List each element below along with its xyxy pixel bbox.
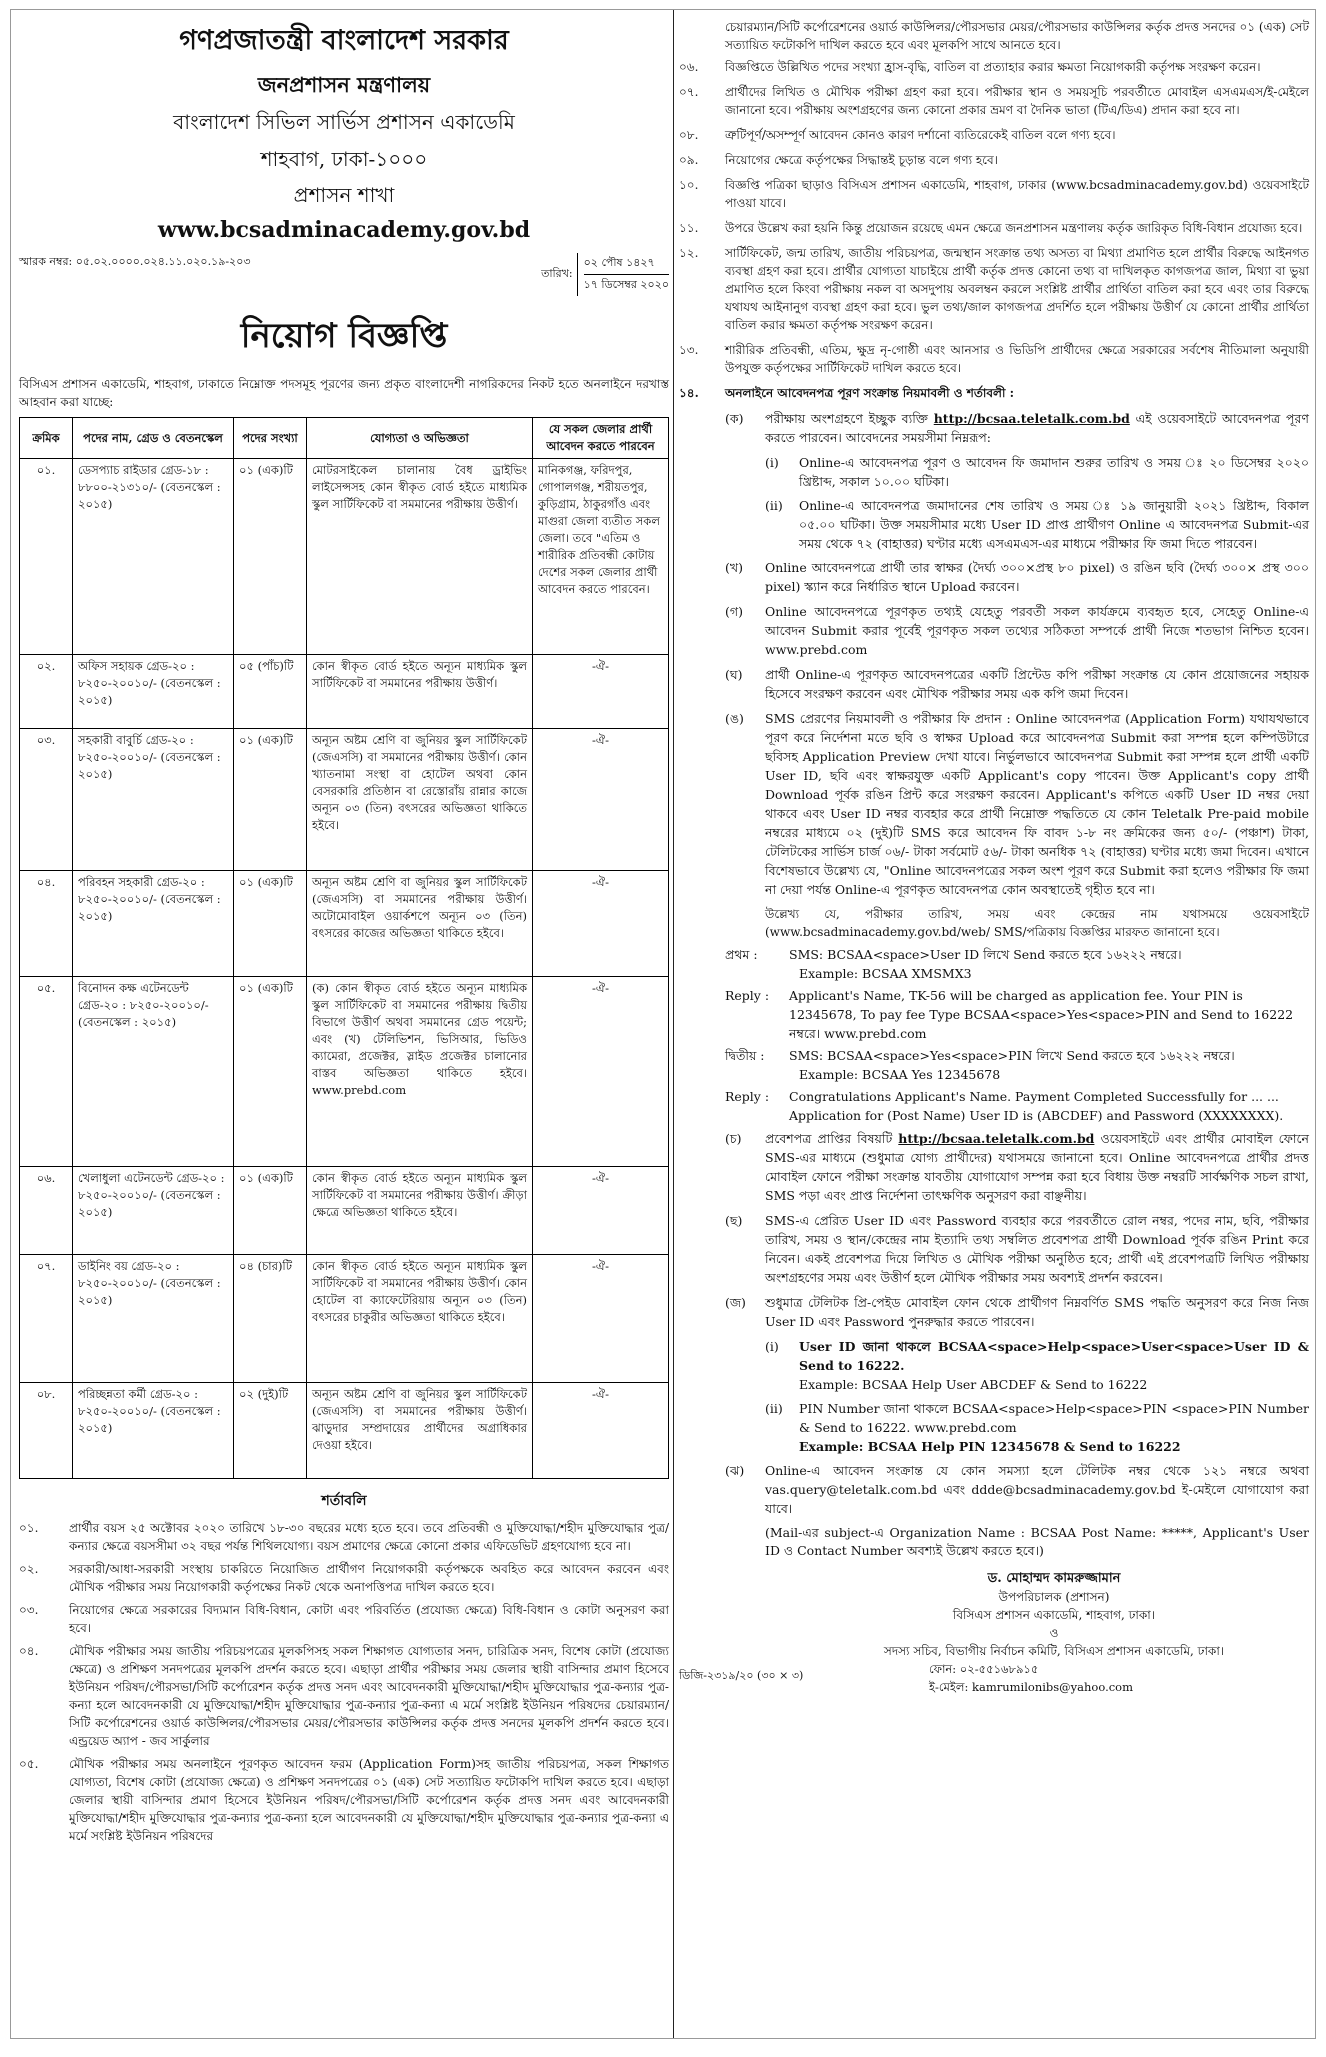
contact-email[interactable]: ই-মেইল: kamrumilonibs@yahoo.com (929, 1680, 1133, 1694)
condition-item (679, 83, 1309, 119)
sms-command: SMS: BCSAA<space>User ID লিখে Send করতে হবে ১৬২২২ নম্বরে। (789, 947, 1182, 962)
condition-text: ত্রুটিপূর্ণ/অসম্পূর্ণ আবেদন কোনও কারণ দর্শানো ব্যতিরেকেই বাতিল বলে গণ্য হবে। (725, 128, 1116, 142)
date-box (541, 253, 669, 296)
row-qualification: (ক) কোন স্বীকৃত বোর্ড হইতে অন্যূন মাধ্যমিক স্কুল সার্টিফিকেট বা সমমানের পরীক্ষায় দ্বিতীয় বিভাগে উত্তীর্ণ অথবা সমমানের গ্রেড পয়েন্ট; এবং (খ) টেলিভিশন, ভিসিআর, ভিডিও ক্যামেরা, প্রজেক্টর, স্লাইড প্রজেক্টর চালানোর বাস্তব অভিজ্ঞতা থাকিতে হইবে। www.prebd.com (307, 977, 533, 1167)
condition-item (679, 384, 1309, 402)
condition-item (19, 1519, 669, 1555)
rule-text: প্রার্থী Online-এ পূরণকৃত আবেদনপত্রের একটি প্রিন্টেড কপি পরীক্ষা সংক্রান্ত যে কোন প্রয়োজনের সহায়ক হিসেবে সংরক্ষণ করবেন এবং মৌখিক পরীক্ষার সময় এক কপি জমা দিবেন। (765, 667, 1309, 701)
rule-label: (চ) (725, 1131, 742, 1146)
condition-number: ১৩. (679, 343, 699, 357)
sms-text (789, 1046, 1309, 1084)
row-serial: ০২. (20, 655, 73, 729)
header-post-name: পদের নাম, গ্রেড ও বেতনস্কেল (73, 418, 234, 459)
rule-cha (725, 1129, 1309, 1205)
right-column (679, 16, 1309, 1696)
condition-item (679, 176, 1309, 212)
row-qualification: মোটরসাইকেল চালানায় বৈধ ড্রাইভিং লাইসেন্সসহ কোন স্বীকৃত বোর্ড হইতে মাধ্যমিক স্কুল সার্টিফিকেট বা সমমানের পরীক্ষায় উত্তীর্ণ। (307, 459, 533, 655)
conditions-list (19, 1519, 669, 1845)
row-post-name: পরিচ্ছন্নতা কর্মী গ্রেড-২০ : ৮২৫০-২০০১০/- (বেতনস্কেল : ২০১৫) (73, 1383, 234, 1479)
address: শাহবাগ, ঢাকা-১০০০ (260, 147, 428, 171)
mail-note: (Mail-এর subject-এ Organization Name : BCSAA Post Name: *****, Applicant's User ID ও Contact Number অবশ্যই উল্লেখ করতে হবে।) (765, 1525, 1309, 1558)
contact-block (929, 1660, 1309, 1696)
rule-label: (খ) (725, 560, 743, 575)
signatory-org: বিসিএস প্রশাসন একাডেমি, শাহবাগ, ঢাকা। (952, 1608, 1156, 1622)
rule-gha (725, 665, 1309, 703)
row-qualification: অন্যূন অষ্টম শ্রেণি বা জুনিয়র স্কুল সার্টিফিকেট (জেএসসি) বা সমমানের পরীক্ষায় উত্তীর্ণ। অটোমোবাইল ওয়ার্কশপে অন্যূন ০৩ (তিন) বৎসরের কাজের অভিজ্ঞতা থাকিতে হইবে। (307, 871, 533, 977)
rule-text: Online-এ আবেদনপত্র জমাদানের শেষ তারিখ ও সময় ঃ ১৯ জানুয়ারী ২০২১ খ্রিষ্টাব্দ, বিকাল ০৫.০০ ঘটিকা। উক্ত সময়সীমার মধ্যে User ID প্রাপ্ত প্রার্থীগণ Online এ আবেদনপত্র Submit-এর সময় থেকে ৭২ (বাহাত্তর) ঘণ্টার মধ্যে এসএমএস-এর মাধ্যমে পরীক্ষার ফি জমা দিতে পারবেন। (799, 498, 1309, 551)
rule-label: (ঝ) (725, 1463, 745, 1478)
rule-ka-ii (765, 496, 1309, 553)
row-post-name: পরিবহন সহকারী গ্রেড-২০ : ৮২৫০-২০০১০/- (বেতনস্কেল : ২০১৫) (73, 871, 234, 977)
condition-number: ০৪. (19, 1644, 39, 1658)
rule-text-pre: পরীক্ষায় অংশগ্রহণে ইচ্ছুক ব্যক্তি (765, 411, 928, 426)
condition-item (19, 1755, 669, 1845)
condition-number: ০৯. (679, 153, 699, 167)
rule-label: (i) (765, 1339, 779, 1354)
condition-item (679, 58, 1309, 76)
signatory-title: উপপরিচালক (প্রশাসন) (998, 1590, 1110, 1604)
row-post-name: অফিস সহায়ক গ্রেড-২০ : ৮২৫০-২০০১০/- (বেতনস্কেল : ২০১৫) (73, 655, 234, 729)
condition-text: উপরে উল্লেখ করা হয়নি কিন্তু প্রয়োজন রয়েছে এমন ক্ষেত্রে জনপ্রশাসন মন্ত্রণালয় কর্তৃক জারিকৃত বিধি-বিধান প্রযোজ্য হবে। (725, 221, 1303, 235)
row-serial: ০৮. (20, 1383, 73, 1479)
rule-text-post: ওয়েবসাইটে এবং প্রার্থীর মোবাইল ফোনে SMS-এর মাধ্যমে (শুধুমাত্র যোগ্য প্রার্থীদের) যথাসময়ে জানানো হবে। Online আবেদনপত্রে প্রার্থীর প্রদত্ত মোবাইল ফোনে পরীক্ষা সংক্রান্ত যাবতীয় যোগাযোগ সম্পন্ন করা হবে বিধায় উক্ত নম্বরটি সার্বক্ষণিক সচল রাখা, SMS পড়া এবং প্রাপ্ত নির্দেশনা তাৎক্ষণিক অনুসরণ করা বাঞ্ছনীয়। (765, 1131, 1309, 1203)
condition-item (19, 1560, 669, 1596)
exam-info-note: উল্লেখ্য যে, পরীক্ষার তারিখ, সময় এবং কেন্দ্রের নাম যথাসময়ে ওয়েবসাইটে (www.bcsadminacademy.gov.bd/web/ SMS/পত্রিকায় বিজ্ঞপ্তির মারফত জানানো হবে। (765, 907, 1309, 939)
notice-title: নিয়োগ বিজ্ঞপ্তি (240, 316, 448, 356)
condition-item (19, 1601, 669, 1637)
condition-number: ০৬. (679, 60, 699, 74)
header-districts: যে সকল জেলার প্রার্থী আবেদন করতে পারবেন (533, 418, 669, 459)
rule-text: Online আবেদনপত্রে প্রার্থী তার স্বাক্ষর (দৈর্ঘ্য ৩০০×প্রস্থ ৮০ pixel) ও রঙিন ছবি (দৈর্ঘ্য ৩০০× প্রস্থ ৩০০ pixel) স্ক্যান করে নির্ধারিত স্থানে Upload করবেন। (765, 560, 1309, 594)
condition-item (679, 126, 1309, 144)
row-post-count: ০১ (এক)টি (234, 729, 307, 871)
dg-number: ডিজি-২৩১৯/২০ (৩০ × ৩) (679, 1669, 804, 1682)
condition-number: ০১. (19, 1521, 39, 1535)
condition-number: ০৭. (679, 85, 699, 99)
condition-text: প্রার্থীর বয়স ২৫ অক্টোবর ২০২০ তারিখে ১৮-৩০ বছরের মধ্যে হতে হবে। তবে প্রতিবন্ধী ও মুক্তিযোদ্ধা/শহীদ মুক্তিযোদ্ধার পুত্র/ কন্যার ক্ষেত্রে বয়সসীমা ৩২ বছর পর্যন্ত শিথিলযোগ্য। বয়স প্রমাণের ক্ষেত্রে কোনো প্রকার এফিডেভিট গ্রহণযোগ্য হবে না। (69, 1521, 669, 1553)
condition-continuation: চেয়ারম্যান/সিটি কর্পোরেশনের ওয়ার্ড কাউন্সিলর/পৌরসভার মেয়র/পৌরসভার কাউন্সিলর কর্তৃক প্রদত্ত সনদের ০১ (এক) সেট সত্যায়িত ফটোকপি দাখিল করতে হবে এবং মূলকপি সাথে আনতে হবে। (725, 20, 1309, 52)
condition-text: নিয়োগের ক্ষেত্রে কর্তৃপক্ষের সিদ্ধান্তই চূড়ান্ত বলে গণ্য হবে। (725, 153, 998, 167)
row-qualification: কোন স্বীকৃত বোর্ড হইতে অন্যূন মাধ্যমিক স্কুল সার্টিফিকেট বা সমমানের পরীক্ষায় উত্তীর্ণ। কোন হোটেল বা ক্যাফেটেরিয়ায় অন্যূন ০৩ (তিন) বৎসরের চাকুরীর অভিজ্ঞতা থাকিতে হইবে। (307, 1255, 533, 1383)
sms-label: Reply : (725, 988, 770, 1003)
academy-name: বাংলাদেশ সিভিল সার্ভিস প্রশাসন একাডেমি (173, 110, 515, 134)
rule-label: (গ) (725, 604, 743, 619)
condition-number: ০৮. (679, 128, 699, 142)
memo-number: স্মারক নম্বর: ০৫.০২.০০০০.০২৪.১১.০২০.১৯-২০৩ (19, 255, 251, 268)
rule-label: (ক) (725, 411, 744, 426)
sms-label: দ্বিতীয় : (725, 1048, 765, 1063)
row-post-count: ০১ (এক)টি (234, 871, 307, 977)
row-qualification: কোন স্বীকৃত বোর্ড হইতে অন্যূন মাধ্যমিক স্কুল সার্টিফিকেট বা সমমানের পরীক্ষায় উত্তীর্ণ। ক্রীড়া ক্ষেত্রে অভিজ্ঞতা থাকিতে হইবে। (307, 1167, 533, 1255)
rule-text (799, 1399, 1309, 1456)
table-row (20, 1383, 669, 1479)
rule-text-pre: প্রবেশপত্র প্রাপ্তির বিষয়টি (765, 1131, 893, 1146)
rule-text (765, 409, 1309, 447)
table-row (20, 1167, 669, 1255)
rule-label: (ii) (765, 1401, 783, 1416)
row-qualification: কোন স্বীকৃত বোর্ড হইতে অন্যূন মাধ্যমিক স্কুল সার্টিফিকেট বা সমমানের পরীক্ষায় উত্তীর্ণ। (307, 655, 533, 729)
govt-name: গণপ্রজাতন্ত্রী বাংলাদেশ সরকার (179, 25, 509, 56)
rule-label: (জ) (725, 1295, 746, 1310)
left-column (19, 16, 669, 1850)
row-districts: -ঐ- (533, 977, 669, 1167)
row-districts: -ঐ- (533, 655, 669, 729)
condition-text: সরকারী/আধা-সরকারী সংস্থায় চাকরিতে নিয়োজিত প্রার্থীগণ নিয়োগকারী কর্তৃপক্ষকে অবহিত করে আবেদন করবেন এবং মৌখিক পরীক্ষার সময় নিয়োগকারী কর্তৃপক্ষের নিকট থেকে অনাপত্তিপত্র দাখিল করতে হবে। (69, 1562, 669, 1594)
rule-label: (ii) (765, 498, 783, 513)
recovery-command: PIN Number জানা থাকলে BCSAA<space>Help<space>PIN <space>PIN Number & Send to 16222. www.prebd.com (799, 1401, 1309, 1435)
condition-text: শারীরিক প্রতিবন্ধী, এতিম, ক্ষুদ্র নৃ-গোষ্ঠী এবং আনসার ও ভিডিপি প্রার্থীদের ক্ষেত্রে সরকারের সর্বশেষ নীতিমালা অনুযায়ী উপযুক্ত কর্তৃপক্ষের সার্টিফিকেট দাখিল করতে হবে। (725, 343, 1309, 375)
row-post-count: ০৪ (চার)টি (234, 1255, 307, 1383)
row-post-name: বিনোদন কক্ষ এটেনডেন্ট গ্রেড-২০ : ৮২৫০-২০০১০/- (বেতনস্কেল : ২০১৫) (73, 977, 234, 1167)
rule-ka-i (765, 453, 1309, 491)
row-serial: ০৬. (20, 1167, 73, 1255)
teletalk-link[interactable]: http://bcsaa.teletalk.com.bd (898, 1131, 1095, 1146)
condition-number: ১২. (679, 246, 699, 260)
rule-text: SMS-এ প্রেরিত User ID এবং Password ব্যবহার করে পরবর্তীতে রোল নম্বর, পদের নাম, ছবি, পরীক্ষার তারিখ, সময় ও স্থান/কেন্দ্রের নাম ইত্যাদি তথ্য সম্বলিত প্রবেশপত্র প্রার্থী Download পূর্বক রঙিন Print করে নিবেন। একই প্রবেশপত্র দিয়ে লিখিত ও মৌখিক পরীক্ষা অনুষ্ঠিত হবে; প্রার্থী এই প্রবেশপত্রটি লিখিত পরীক্ষায় অংশগ্রহণের সময় এবং উত্তীর্ণ হলে মৌখিক পরীক্ষার সময় অবশ্যই প্রদর্শন করবেন। (765, 1213, 1309, 1285)
contact-phone: ফোন: ০২-৫৫১৬৮৯১৫ (929, 1662, 1039, 1676)
condition-text: প্রার্থীদের লিখিত ও মৌখিক পরীক্ষা গ্রহণ করা হবে। পরীক্ষার স্থান ও সময়সূচি পরবর্তীতে মোবাইল এসএমএস/ই-মেইলে জানানো হবে। পরীক্ষায় অংশগ্রহণের জন্য কোনো প্রকার ভ্রমণ বা দৈনিক ভাতা (টিএ/ডিএ) প্রদান করা হবে না। (725, 85, 1309, 117)
sms-step (725, 986, 1309, 1043)
row-post-name: ডাইনিং বয় গ্রেড-২০ : ৮২৫০-২০০১০/- (বেতনস্কেল : ২০১৫) (73, 1255, 234, 1383)
condition-number: ০৫. (19, 1757, 39, 1771)
date-english: ১৭ ডিসেম্বর ২০২০ (583, 278, 669, 291)
teletalk-link[interactable]: http://bcsaa.teletalk.com.bd (933, 411, 1130, 426)
sms-command: SMS: BCSAA<space>Yes<space>PIN লিখে Send করতে হবে ১৬২২২ নম্বরে। (789, 1048, 1235, 1063)
condition-item (679, 219, 1309, 237)
row-serial: ০১. (20, 459, 73, 655)
condition-number: ০২. (19, 1562, 39, 1576)
row-districts: মানিকগঞ্জ, ফরিদপুর, গোপালগঞ্জ, শরীয়তপুর, কুড়িগ্রাম, ঠাকুরগাঁও এবং মাগুরা জেলা ব্যতীত সকল জেলা। তবে "এতিম ও শারীরিক প্রতিবন্ধী কোটায় দেশের সকল জেলার প্রার্থী আবেদন করতে পারবেন। (533, 459, 669, 655)
condition-text: মৌখিক পরীক্ষার সময় জাতীয় পরিচয়পত্রের মূলকপিসহ সকল শিক্ষাগত যোগ্যতার সনদ, চারিত্রিক সনদ, বিশেষ কোটা (প্রযোজ্য ক্ষেত্রে) ও প্রশিক্ষণ সনদপত্রের মূলকপি প্রদর্শন করতে হবে। এছাড়া প্রার্থীর পরীক্ষার সময় জেলার স্থায়ী বাসিন্দার প্রমাণ হিসেবে ইউনিয়ন পরিষদ/পৌরসভা/সিটি কর্পোরেশন কর্তৃক প্রদত্ত সনদ এবং আবেদনকারী মুক্তিযোদ্ধা/শহীদ মুক্তিযোদ্ধার পুত্র-কন্যার পুত্র-কন্যা হলে আবেদনকারী যে মুক্তিযোদ্ধা/শহীদ মুক্তিযোদ্ধার পুত্র-কন্যার পুত্র-কন্যা এ মর্মে সংশ্লিষ্ট ইউনিয়ন পরিষদের চেয়ারম্যান/সিটি কর্পোরেশনের ওয়ার্ড কাউন্সিলর/পৌরসভার মেয়র/পৌরসভার কাউন্সিলর কর্তৃক প্রদত্ত সনদের মূলকপি প্রদর্শন করতে হবে। এন্ড্রয়েড অ্যাপ - জব সার্কুলার (69, 1644, 669, 1748)
row-serial: ০৭. (20, 1255, 73, 1383)
condition-number: ১৪. (679, 386, 699, 400)
table-row (20, 977, 669, 1167)
condition-text: নিয়োগের ক্ষেত্রে সরকারের বিদ্যমান বিধি-বিধান, কোটা এবং পরিবর্তিত (প্রযোজ্য ক্ষেত্রে) বিধি-বিধান ও কোটা অনুসরণ করা হবে। (69, 1603, 669, 1635)
rule-chha (725, 1211, 1309, 1287)
row-districts: -ঐ- (533, 729, 669, 871)
section-name: প্রশাসন শাখা (293, 183, 395, 207)
header-post-count: পদের সংখ্যা (234, 418, 307, 459)
recovery-command: User ID জানা থাকলে BCSAA<space>Help<space>User<space>User ID & Send to 16222. (799, 1339, 1309, 1373)
table-row (20, 729, 669, 871)
sms-label: Reply : (725, 1089, 770, 1104)
sms-step (725, 1087, 1309, 1125)
intro-text: বিসিএস প্রশাসন একাডেমি, শাহবাগ, ঢাকাতে নিম্নোক্ত পদসমূহ পূরণের জন্য প্রকৃত বাংলাদেশী নাগরিকদের নিকট হতে অনলাইনে দরখাস্ত আহবান করা যাচ্ছে: (19, 377, 669, 409)
row-qualification: অন্যূন অষ্টম শ্রেণি বা জুনিয়র স্কুল সার্টিফিকেট (জেএসসি) বা সমমানের পরীক্ষায় উত্তীর্ণ। কোন খ্যাতনামা সংস্থা বা হোটেল অথবা কোন বেসরকারি প্রতিষ্ঠান বা রেস্তোরাঁয় রান্নার কাজে অন্যূন ০৩ (তিন) বৎসরের অভিজ্ঞতা থাকিতে হইবে। (307, 729, 533, 871)
rule-text: শুধুমাত্র টেলিটক প্রি-পেইড মোবাইল ফোন থেকে প্রার্থীগণ নিম্নবর্ণিত SMS পদ্ধতি অনুসরণ করে নিজ নিজ User ID এবং Password পুনরুদ্ধার করতে পারবেন। (765, 1295, 1309, 1329)
table-header-row (20, 418, 669, 459)
sms-step (725, 1046, 1309, 1084)
row-post-count: ০১ (এক)টি (234, 459, 307, 655)
rule-text: Online আবেদনপত্রে পূরণকৃত তথ্যই যেহেতু পরবর্তী সকল কার্যক্রমে ব্যবহৃত হবে, সেহেতু Online-এ আবেদন Submit করার পূর্বেই পূরণকৃত সকল তথ্যের সঠিকতা সম্পর্কে প্রার্থী নিজে শতভাগ নিশ্চিত হবেন। www.prebd.com (765, 604, 1309, 657)
table-row (20, 459, 669, 655)
signatory-and: ও (1049, 1626, 1059, 1640)
sms-step (725, 945, 1309, 983)
online-rules-heading: অনলাইনে আবেদনপত্র পূরণ সংক্রান্ত নিয়মাবলী ও শর্তাবলী : (725, 386, 1015, 400)
condition-text: মৌখিক পরীক্ষার সময় অনলাইনে পূরণকৃত আবেদন ফরম (Application Form)সহ জাতীয় পরিচয়পত্র, সকল শিক্ষাগত যোগ্যতা, বিশেষ কোটা (প্রযোজ্য ক্ষেত্রে) ও প্রশিক্ষণ সনদপত্রের ০১ (এক) সেট সত্যায়িত ফটোকপি দাখিল করতে হবে। এছাড়া জেলার স্থায়ী বাসিন্দার প্রমাণ হিসেবে ইউনিয়ন পরিষদ/পৌরসভা/সিটি কর্পোরেশন কর্তৃক প্রদত্ত সনদ এবং আবেদনকারী মুক্তিযোদ্ধা/শহীদ মুক্তিযোদ্ধার পুত্র-কন্যার পুত্র-কন্যা হলে আবেদনকারী যে মুক্তিযোদ্ধা/শহীদ মুক্তিযোদ্ধার পুত্র-কন্যার পুত্র-কন্যা এ মর্মে সংশ্লিষ্ট ইউনিয়ন পরিষদের (69, 1757, 669, 1843)
row-post-name: সহকারী বাবুর্চি গ্রেড-২০ : ৮২৫০-২০০১০/- (বেতনস্কেল : ২০১৫) (73, 729, 234, 871)
rule-label: (ছ) (725, 1213, 743, 1228)
row-districts: -ঐ- (533, 1255, 669, 1383)
header (19, 20, 669, 243)
row-serial: ০৩. (20, 729, 73, 871)
rule-text (765, 1129, 1309, 1205)
row-districts: -ঐ- (533, 1383, 669, 1479)
rule-text: Online-এ আবেদন সংক্রান্ত যে কোন সমস্যা হলে টেলিটক নম্বর থেকে ১২১ নম্বরে অথবা vas.query@teletalk.com.bd এবং ddde@bcsadminacademy.gov.bd ই-মেইলে যোগাযোগ করা যাবে। (765, 1463, 1309, 1516)
row-post-name: ডেসপ্যাচ রাইডার গ্রেড-১৮ : ৮৮০০-২১৩১০/- (বেতনস্কেল : ২০১৫) (73, 459, 234, 655)
conditions-title: শর্তাবলি (321, 1493, 367, 1509)
condition-item (679, 151, 1309, 169)
rule-ja (725, 1293, 1309, 1331)
notice-page (10, 9, 1316, 2039)
row-districts: -ঐ- (533, 871, 669, 977)
website-link[interactable]: www.bcsadminacademy.gov.bd (157, 217, 531, 243)
row-post-count: ০২ (দুই)টি (234, 1383, 307, 1479)
signatory-committee: সদস্য সচিব, বিভাগীয় নির্বাচন কমিটি, বিসিএস প্রশাসন একাডেমি, ঢাকা। (883, 1644, 1225, 1658)
rule-ga (725, 602, 1309, 659)
row-post-count: ০১ (এক)টি (234, 977, 307, 1167)
rule-label: (ঘ) (725, 667, 743, 682)
date-label: তারিখ: (541, 267, 573, 280)
table-row (20, 871, 669, 977)
rule-text: Online-এ আবেদনপত্র পূরণ ও আবেদন ফি জমাদান শুরুর তারিখ ও সময় ঃ ২০ ডিসেম্বর ২০২০ খ্রিষ্টাব্দ, সকাল ১০.০০ ঘটিকা। (799, 455, 1309, 489)
table-row (20, 655, 669, 729)
condition-number: ০৩. (19, 1603, 39, 1617)
sms-reply: Congratulations Applicant's Name. Payment Completed Successfully for ... ... Application for (Post Name) User ID is (ABCDEF) and Password (XXXXXXXX). (789, 1089, 1284, 1123)
condition-text: বিজ্ঞপ্তি পত্রিকা ছাড়াও বিসিএস প্রশাসন একাডেমি, শাহবাগ, ঢাকার (www.bcsadminacademy.gov.bd) ওয়েবসাইটে পাওয়া যাবে। (725, 178, 1309, 210)
row-post-count: ০৫ (পাঁচ)টি (234, 655, 307, 729)
row-serial: ০৫. (20, 977, 73, 1167)
column-divider (673, 10, 674, 2038)
condition-text: সার্টিফিকেট, জন্ম তারিখ, জাতীয় পরিচয়পত্র, জন্মস্থান সংক্রান্ত তথ্য অসত্য বা মিথ্যা প্রমাণিত হলে প্রার্থীর বিরুদ্ধে আইনগত ব্যবস্থা গ্রহণ করা হবে। প্রার্থীর যোগ্যতা যাচাইয়ে প্রার্থী কর্তৃক প্রদত্ত কোনো তথ্য বা দাখিলকৃত কাগজপত্র জাল, মিথ্যা বা ভুয়া প্রমাণিত হলে কিংবা পরীক্ষায় নকল বা অসদুপায় অবলম্বন করলে সংশ্লিষ্ট প্রার্থীর প্রার্থিতা বাতিল করা হবে এবং তার বিরুদ্ধে যথাযথ আইনানুগ ব্যবস্থা গ্রহণ করা হবে। ভুল তথ্য/জাল কাগজপত্র প্রদর্শিত হলে পরীক্ষায় উত্তীর্ণ যে কোনো প্রার্থীর প্রার্থিতা বাতিল করার ক্ষমতা কর্তৃপক্ষ সংরক্ষণ করেন। (725, 246, 1309, 332)
rule-kha (725, 558, 1309, 596)
sms-instructions (725, 945, 1309, 1125)
sms-text (789, 945, 1309, 983)
condition-number: ১০. (679, 178, 699, 192)
rule-label: (ঙ) (725, 711, 744, 726)
memo-row (19, 253, 669, 296)
condition-text: বিজ্ঞপ্তিতে উল্লিখিত পদের সংখ্যা হ্রাস-বৃদ্ধি, বাতিল বা প্রত্যাহার করার ক্ষমতা নিয়োগকারী কর্তৃপক্ষ সংরক্ষণ করেন। (725, 60, 1261, 74)
condition-item (19, 1642, 669, 1750)
rule-uma (725, 709, 1309, 899)
sms-reply: Applicant's Name, TK-56 will be charged as application fee. Your PIN is 12345678, To pay fee Type BCSAA<space>Yes<space>PIN and Send to 16222 নম্বরে। www.prebd.com (789, 988, 1294, 1041)
sms-example: Example: BCSAA XMSMX3 (799, 966, 972, 981)
recovery-example: Example: BCSAA Help PIN 12345678 & Send to 16222 (799, 1439, 1181, 1454)
row-serial: ০৪. (20, 871, 73, 977)
row-qualification: অন্যূন অষ্টম শ্রেণি বা জুনিয়র স্কুল সার্টিফিকেট (জেএসসি) বা সমমানের পরীক্ষায় উত্তীর্ণ। ঝাড়ুদার সম্প্রদায়ের প্রার্থীদের অগ্রাধিকার দেওয়া হইবে। (307, 1383, 533, 1479)
signature-block (799, 1570, 1309, 1660)
condition-number: ১১. (679, 221, 699, 235)
rule-ja-ii (765, 1399, 1309, 1456)
rule-ja-i (765, 1337, 1309, 1394)
row-districts: -ঐ- (533, 1167, 669, 1255)
condition-item (679, 341, 1309, 377)
table-row (20, 1255, 669, 1383)
ministry-name: জনপ্রশাসন মন্ত্রণালয় (257, 72, 431, 97)
row-post-name: খেলাধুলা এটেনডেন্ট গ্রেড-২০ : ৮২৫০-২০০১০/- (বেতনস্কেল : ২০১৫) (73, 1167, 234, 1255)
date-bangla: ০২ পৌষ ১৪২৭ (584, 253, 669, 275)
sms-label: প্রথম : (725, 947, 758, 962)
condition-item (679, 244, 1309, 334)
rule-text (799, 1337, 1309, 1394)
header-qualification: যোগ্যতা ও অভিজ্ঞতা (307, 418, 533, 459)
rule-label: (i) (765, 455, 779, 470)
posts-table (19, 417, 669, 1479)
row-post-count: ০১ (এক)টি (234, 1167, 307, 1255)
recovery-example: Example: BCSAA Help User ABCDEF & Send to 16222 (799, 1377, 1148, 1392)
sms-example: Example: BCSAA Yes 12345678 (799, 1067, 1001, 1082)
header-serial: ক্রমিক (20, 418, 73, 459)
rule-text: SMS প্রেরণের নিয়মাবলী ও পরীক্ষার ফি প্রদান : Online আবেদনপত্র (Application Form) যথাযথভাবে পূরণ করে নির্দেশনা মতে ছবি ও স্বাক্ষর Upload করে আবেদনপত্র Submit করা সম্পন্ন হলে কম্পিউটারে ছবিসহ Application Preview দেখা যাবে। নির্ভুলভাবে আবেদনপত্র Submit করা সম্পন্ন হলে প্রার্থী একটি User ID, ছবি এবং স্বাক্ষরযুক্ত একটি Applicant's copy পাবেন। উক্ত Applicant's copy প্রার্থী Download পূর্বক রঙিন প্রিন্ট করে সংরক্ষণ করবেন। Applicant's কপিতে একটি User ID নম্বর দেয়া থাকবে এবং User ID নম্বর ব্যবহার করে প্রার্থী নিম্নোক্ত পদ্ধতিতে যে কোন Teletalk Pre-paid mobile নম্বরের মাধ্যমে ০২ (দুই)টি SMS করে আবেদন ফি বাবদ ১-৮ নং ক্রমিকের জন্য ৫০/- (পঞ্চাশ) টাকা, টেলিটকের সার্ভিস চার্জ ০৬/- টাকা সর্বমোট ৫৬/- টাকা অনধিক ৭২ (বাহাত্তর) ঘণ্টার মধ্যে জমা দিবেন। এখানে বিশেষভাবে উল্লেখ্য যে, "Online আবেদনপত্রের সকল অংশ পূরণ করে Submit করা হলেও পরীক্ষার ফি জমা না দেয়া পর্যন্ত Online-এ পূরণকৃত আবেদনপত্র কোন অবস্থাতেই গৃহীত হবে না। (765, 711, 1309, 897)
signatory-name: ড. মোহাম্মদ কামরুজ্জামান (987, 1571, 1121, 1586)
rule-text-post: এই ওয়েবসাইটে আবেদনপত্র পূরণ করতে পারবেন। আবেদনের সময়সীমা নিম্নরূপ: (765, 411, 1309, 445)
rule-jha (725, 1461, 1309, 1518)
rule-ka (725, 409, 1309, 447)
